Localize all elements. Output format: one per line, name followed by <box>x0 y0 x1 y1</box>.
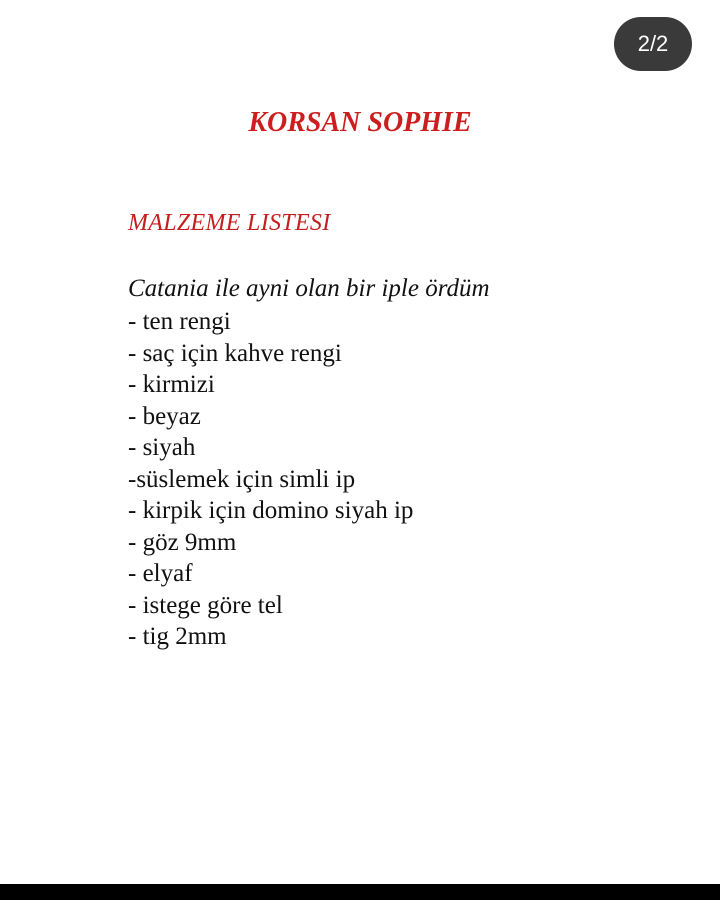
materials-heading: MALZEME LISTESI <box>128 210 331 236</box>
document-title: KORSAN SOPHIE <box>248 107 472 138</box>
materials-list <box>128 306 413 653</box>
list-item: - ten rengi <box>128 308 231 335</box>
list-item: -süslemek için simli ip <box>128 465 356 493</box>
yarn-intro-line: Catania ile ayni olan bir iple ördüm <box>128 275 490 302</box>
page-counter-badge: 2/2 <box>614 17 692 71</box>
list-item: - kirmizi <box>128 371 215 398</box>
list-item: - siyah <box>128 434 196 461</box>
list-item: - saç için kahve rengi <box>128 339 342 367</box>
list-item: - istege göre tel <box>128 591 283 619</box>
list-item: - beyaz <box>128 402 201 430</box>
list-item: - tig 2mm <box>128 623 227 650</box>
bottom-bar <box>0 884 720 900</box>
list-item: - kirpik için domino siyah ip <box>128 497 414 524</box>
list-item: - göz 9mm <box>128 528 237 556</box>
list-item: - elyaf <box>128 560 193 587</box>
